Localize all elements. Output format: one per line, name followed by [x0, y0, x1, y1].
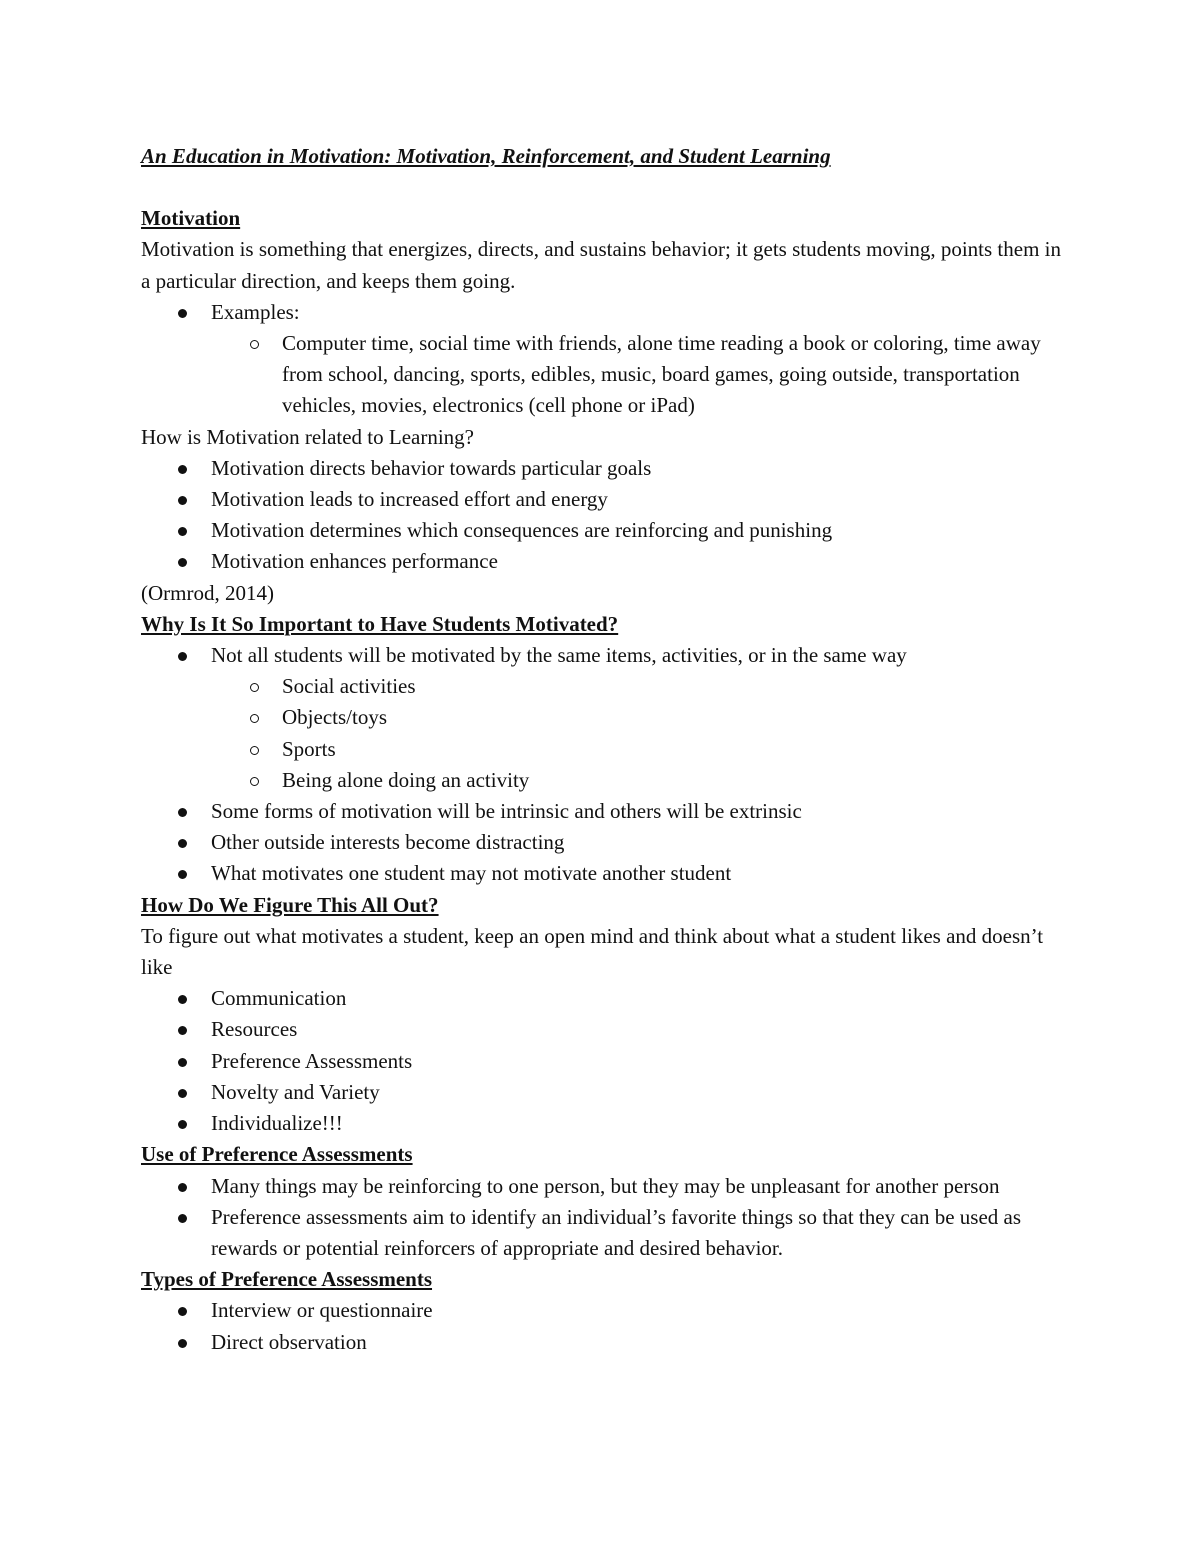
list-item-text: Other outside interests become distracting	[211, 830, 565, 855]
list-item-text: Many things may be reinforcing to one person, but they may be unpleasant for another person	[211, 1173, 1000, 1198]
sub-list-item	[141, 702, 1061, 733]
heading-why: Why Is It So Important to Have Students Motivated?	[141, 611, 619, 636]
bullet-icon	[178, 995, 187, 1004]
bullet-icon	[178, 1089, 187, 1098]
bullet-icon	[178, 558, 187, 567]
bullet-icon	[178, 527, 187, 536]
list-item-text: Some forms of motivation will be intrinsic and others will be extrinsic	[211, 799, 802, 824]
list-item	[141, 1327, 1061, 1358]
document-page	[141, 141, 1061, 1358]
heading-figure-out: How Do We Figure This All Out?	[141, 892, 439, 917]
list-item	[141, 827, 1061, 858]
bullet-icon	[178, 1026, 187, 1035]
list-item	[141, 484, 1061, 515]
list-item	[141, 1046, 1061, 1077]
sub-list-item-text: Being alone doing an activity	[282, 767, 530, 792]
list-item-text: Resources	[211, 1017, 298, 1042]
sub-list-item-text: Objects/toys	[282, 705, 387, 730]
list-item	[141, 858, 1061, 889]
bullet-icon	[178, 309, 187, 318]
sub-list-item-text: Social activities	[282, 674, 416, 699]
list-item-text: Motivation enhances performance	[211, 549, 498, 574]
list-item-text: Direct observation	[211, 1329, 367, 1354]
list-item-text: What motivates one student may not motivate another student	[211, 861, 732, 886]
list-item	[141, 1202, 1061, 1264]
use-of-list	[141, 1171, 1061, 1265]
sub-list-item	[141, 328, 1061, 422]
bullet-icon	[178, 839, 187, 848]
list-item-text: Communication	[211, 986, 347, 1011]
heading-types-of-preference-assessments: Types of Preference Assessments	[141, 1267, 433, 1292]
list-item-text: Motivation directs behavior towards particular goals	[211, 455, 652, 480]
bullet-icon	[178, 652, 187, 661]
list-item-text: Interview or questionnaire	[211, 1298, 433, 1323]
sub-list-item	[141, 734, 1061, 765]
figure-out-paragraph: To figure out what motivates a student, keep an open mind and think about what a student likes and doesn’t like	[141, 923, 1044, 980]
motivation-list	[141, 297, 1061, 422]
examples-text: Computer time, social time with friends, alone time reading a book or coloring, time away from school, dancing, sports, edibles, music, board games, going outside, transportation vehicles, movies, electronics (cell phone or iPad)	[282, 331, 1041, 418]
types-list	[141, 1295, 1061, 1357]
list-item	[141, 640, 1061, 671]
bullet-icon	[178, 465, 187, 474]
list-item-text: Preference Assessments	[211, 1048, 413, 1073]
hollow-bullet-icon	[250, 777, 259, 786]
list-item-text: Individualize!!!	[211, 1111, 343, 1136]
list-item-text: Not all students will be motivated by the same items, activities, or in the same way	[211, 643, 907, 668]
hollow-bullet-icon	[250, 340, 259, 349]
bullet-icon	[178, 1339, 187, 1348]
motivation-paragraph: Motivation is something that energizes, directs, and sustains behavior; it gets students moving, points them in a particular direction, and keeps them going.	[141, 237, 1062, 293]
list-item	[141, 1295, 1061, 1326]
list-item	[141, 515, 1061, 546]
list-item	[141, 546, 1061, 577]
list-item	[141, 1171, 1061, 1202]
learning-question: How is Motivation related to Learning?	[141, 424, 474, 449]
hollow-bullet-icon	[250, 714, 259, 723]
learning-list	[141, 453, 1061, 578]
list-item	[141, 1077, 1061, 1108]
sub-list-item	[141, 671, 1061, 702]
bullet-icon	[178, 1058, 187, 1067]
bullet-icon	[178, 870, 187, 879]
heading-motivation: Motivation	[141, 206, 241, 231]
bullet-icon	[178, 1120, 187, 1129]
list-item	[141, 297, 1061, 328]
document-title: An Education in Motivation: Motivation, Reinforcement, and Student Learning	[141, 144, 831, 168]
list-item-text: Motivation leads to increased effort and energy	[211, 487, 608, 512]
list-item-text: Novelty and Variety	[211, 1079, 380, 1104]
figure-out-list	[141, 983, 1061, 1139]
sub-list-item	[141, 765, 1061, 796]
list-item	[141, 796, 1061, 827]
list-item-text: Preference assessments aim to identify an individual’s favorite things so that they can be used as rewards or potential reinforcers of appropriate and desired behavior.	[211, 1204, 1022, 1260]
list-item-text: Motivation determines which consequences are reinforcing and punishing	[211, 518, 833, 543]
bullet-icon	[178, 1307, 187, 1316]
why-list	[141, 640, 1061, 890]
list-item	[141, 1014, 1061, 1045]
hollow-bullet-icon	[250, 683, 259, 692]
list-item	[141, 453, 1061, 484]
citation: (Ormrod, 2014)	[141, 580, 274, 605]
hollow-bullet-icon	[250, 746, 259, 755]
bullet-icon	[178, 496, 187, 505]
spacer	[141, 172, 1061, 203]
examples-label: Examples:	[211, 299, 300, 324]
bullet-icon	[178, 1214, 187, 1223]
list-item	[141, 1108, 1061, 1139]
bullet-icon	[178, 808, 187, 817]
list-item	[141, 983, 1061, 1014]
sub-list-item-text: Sports	[282, 736, 336, 761]
heading-use-of-preference-assessments: Use of Preference Assessments	[141, 1142, 413, 1167]
bullet-icon	[178, 1183, 187, 1192]
